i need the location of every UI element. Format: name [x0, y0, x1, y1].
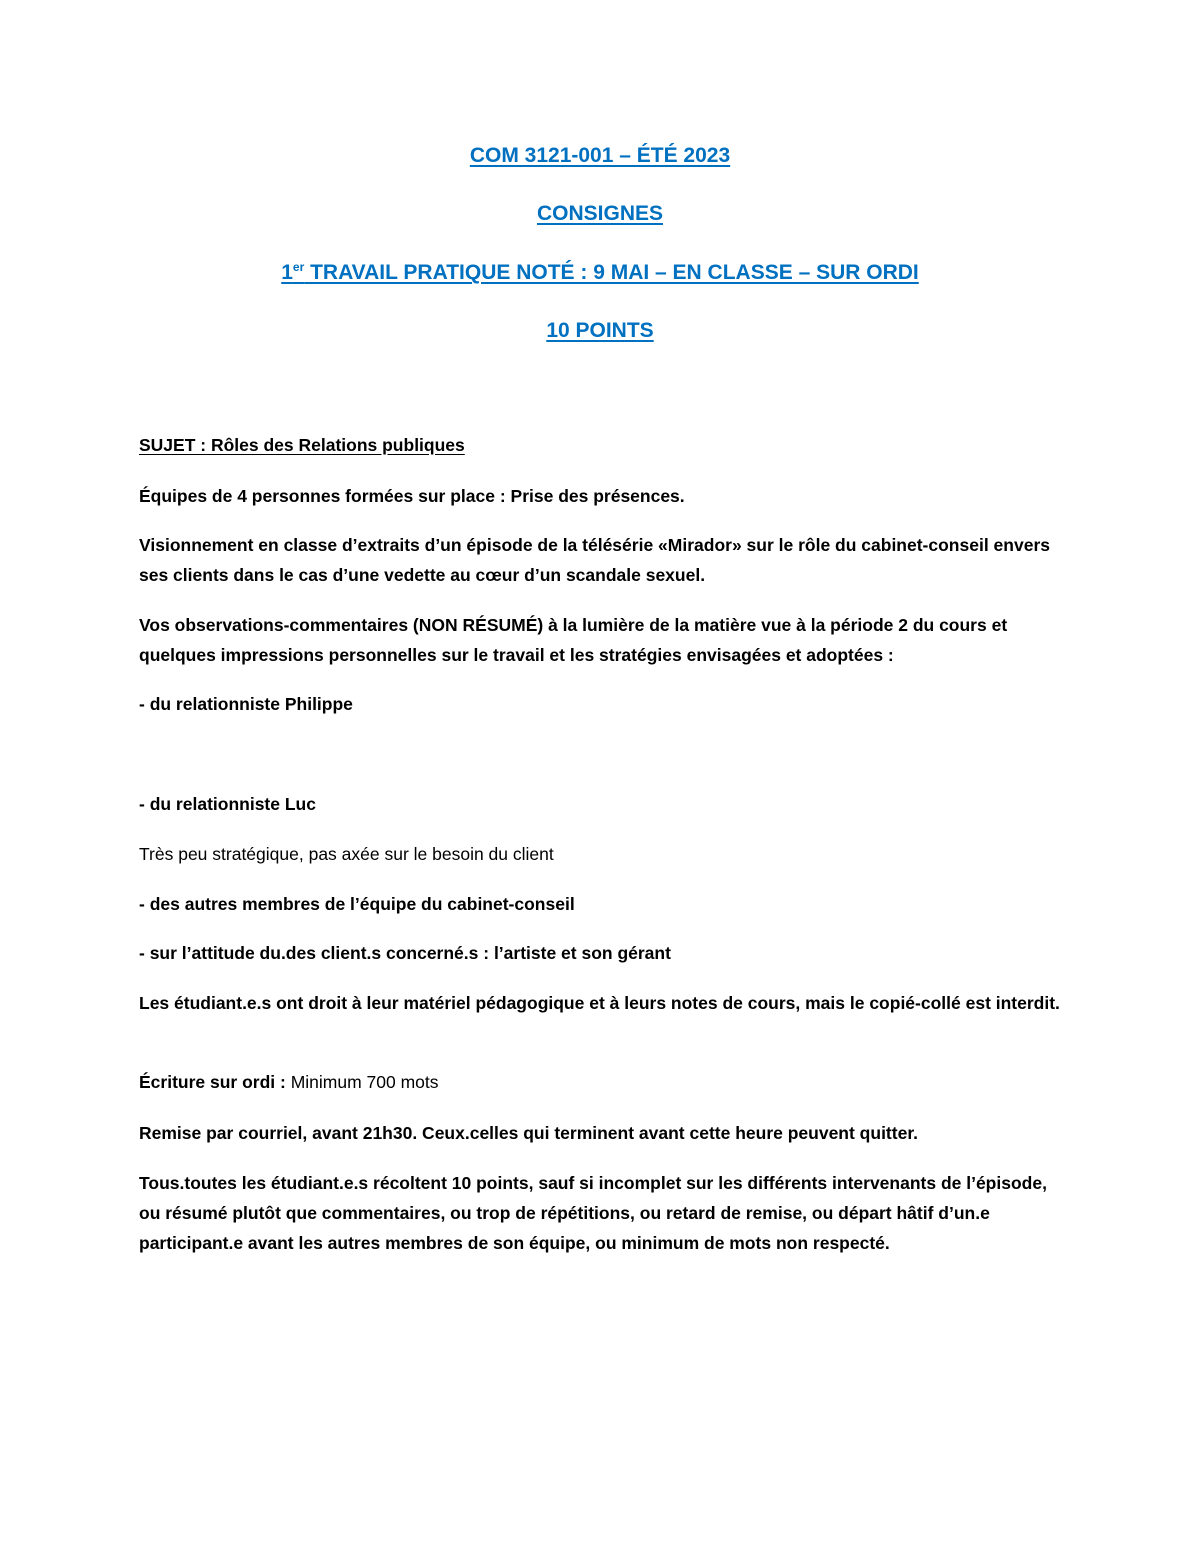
philippe-item: - du relationniste Philippe	[139, 694, 353, 714]
clients-item: - sur l’attitude du.des client.s concerné.s : l’artiste et son gérant	[139, 943, 671, 963]
grading-paragraph: Tous.toutes les étudiant.e.s récoltent 10 points, sauf si incomplet sur les différents intervenants de l’épisode, ou résumé plutôt que commentaires, ou trop de répétitions, ou retard de remise, ou départ hâtif d’un.e participant.e avant les autres membres de son équipe, ou minimum de mots non respecté.	[139, 1173, 1047, 1253]
assignment-ordinal-suffix: er	[292, 260, 305, 274]
submission-paragraph: Remise par courriel, avant 21h30. Ceux.celles qui terminent avant cette heure peuvent quitter.	[139, 1123, 919, 1143]
materials-paragraph: Les étudiant.e.s ont droit à leur matériel pédagogique et à leurs notes de cours, mais le copié-collé est interdit.	[139, 993, 1060, 1013]
teams-paragraph: Équipes de 4 personnes formées sur place : Prise des présences.	[139, 486, 685, 506]
team-members-item: - des autres membres de l’équipe du cabinet-conseil	[139, 894, 575, 914]
writing-paragraph	[139, 1067, 1069, 1097]
assignment-ordinal: 1	[281, 261, 293, 284]
points-title: 10 POINTS	[546, 319, 654, 342]
course-title: COM 3121-001 – ÉTÉ 2023	[469, 144, 731, 167]
instructions-title: CONSIGNES	[536, 202, 664, 225]
luc-note: Très peu stratégique, pas axée sur le besoin du client	[139, 844, 554, 864]
assignment-title-text: TRAVAIL PRATIQUE NOTÉ : 9 MAI – EN CLASSE – SUR ORDI	[304, 261, 919, 284]
writing-label: Écriture sur ordi :	[139, 1072, 286, 1092]
assignment-title	[0, 261, 1200, 285]
observations-paragraph: Vos observations-commentaires (NON RÉSUMÉ) à la lumière de la matière vue à la période 2 du cours et quelques impressions personnelles sur le travail et les stratégies envisagées et adoptées :	[139, 615, 1008, 665]
subject-heading: SUJET : Rôles des Relations publiques	[139, 435, 465, 455]
writing-value: Minimum 700 mots	[285, 1072, 439, 1092]
viewing-paragraph: Visionnement en classe d’extraits d’un épisode de la télésérie «Mirador» sur le rôle du cabinet-conseil envers ses clients dans le cas d’une vedette au cœur d’un scandale sexuel.	[139, 535, 1050, 585]
luc-item: - du relationniste Luc	[139, 794, 316, 814]
